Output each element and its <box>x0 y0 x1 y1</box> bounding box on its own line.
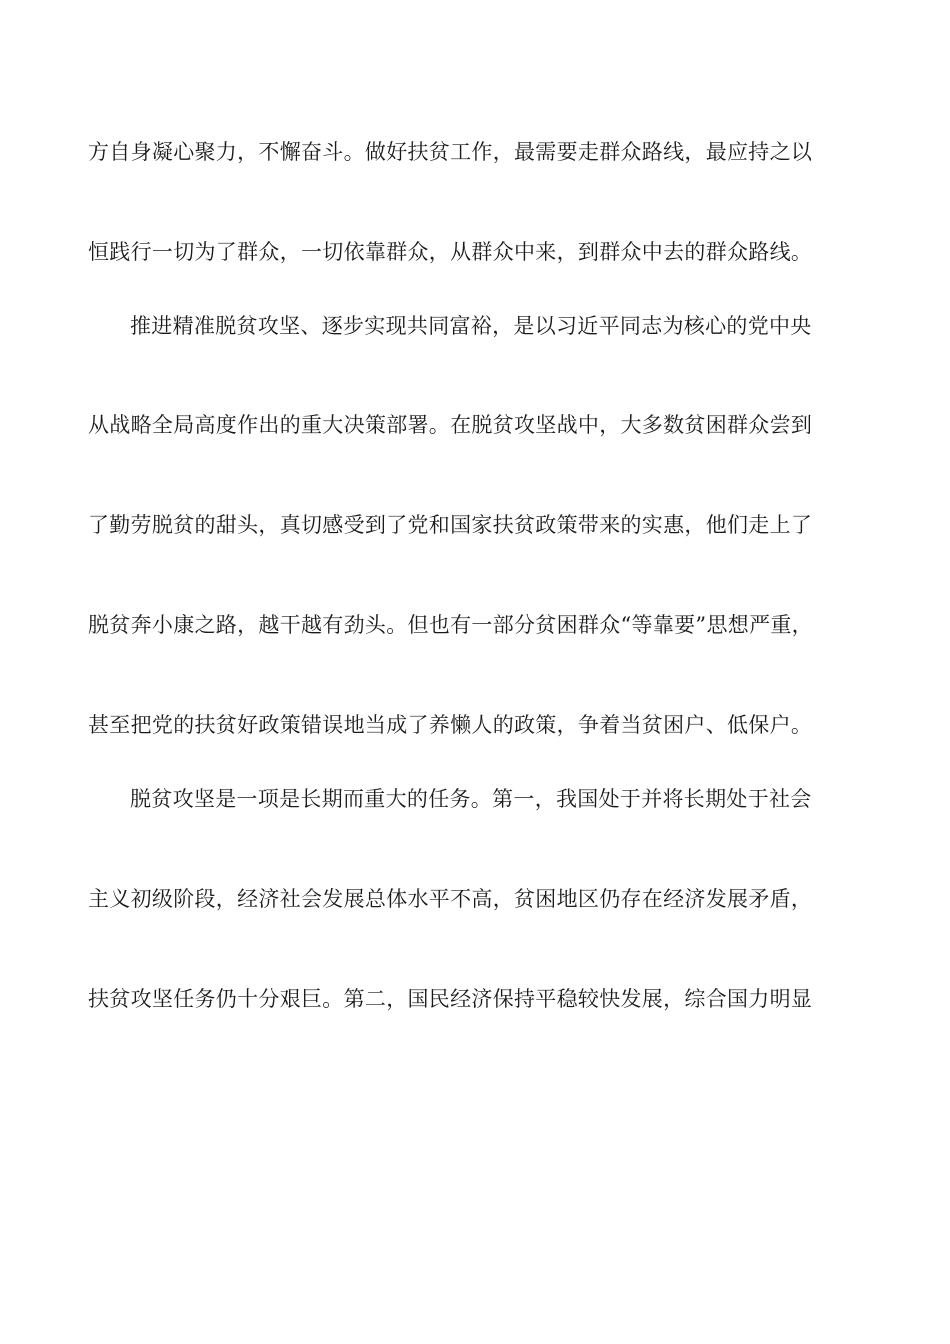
text-line: 从战略全局高度作出的重大决策部署。在脱贫攻坚战中，大多数贫困群众尝到 <box>88 413 813 437</box>
text-line: 恒践行一切为了群众，一切依靠群众，从群众中来，到群众中去的群众路线。 <box>88 240 813 264</box>
text-line: 方自身凝心聚力，不懈奋斗。做好扶贫工作，最需要走群众路线，最应持之以 <box>88 140 813 164</box>
text-line: 扶贫攻坚任务仍十分艰巨。第二，国民经济保持平稳较快发展，综合国力明显 <box>88 987 813 1011</box>
paragraph-start-line: 脱贫攻坚是一项是长期而重大的任务。第一，我国处于并将长期处于社会 <box>130 787 812 811</box>
text-line: 了勤劳脱贫的甜头，真切感受到了党和国家扶贫政策带来的实惠，他们走上了 <box>88 513 813 537</box>
paragraph-start-line: 推进精准脱贫攻坚、逐步实现共同富裕，是以习近平同志为核心的党中央 <box>130 314 812 338</box>
text-line: 主义初级阶段，经济社会发展总体水平不高，贫困地区仍存在经济发展矛盾， <box>88 887 813 911</box>
text-line: 脱贫奔小康之路，越干越有劲头。但也有一部分贫困群众“等靠要”思想严重， <box>88 613 813 637</box>
text-line: 甚至把党的扶贫好政策错误地当成了养懒人的政策，争着当贫困户、低保户。 <box>88 713 813 737</box>
